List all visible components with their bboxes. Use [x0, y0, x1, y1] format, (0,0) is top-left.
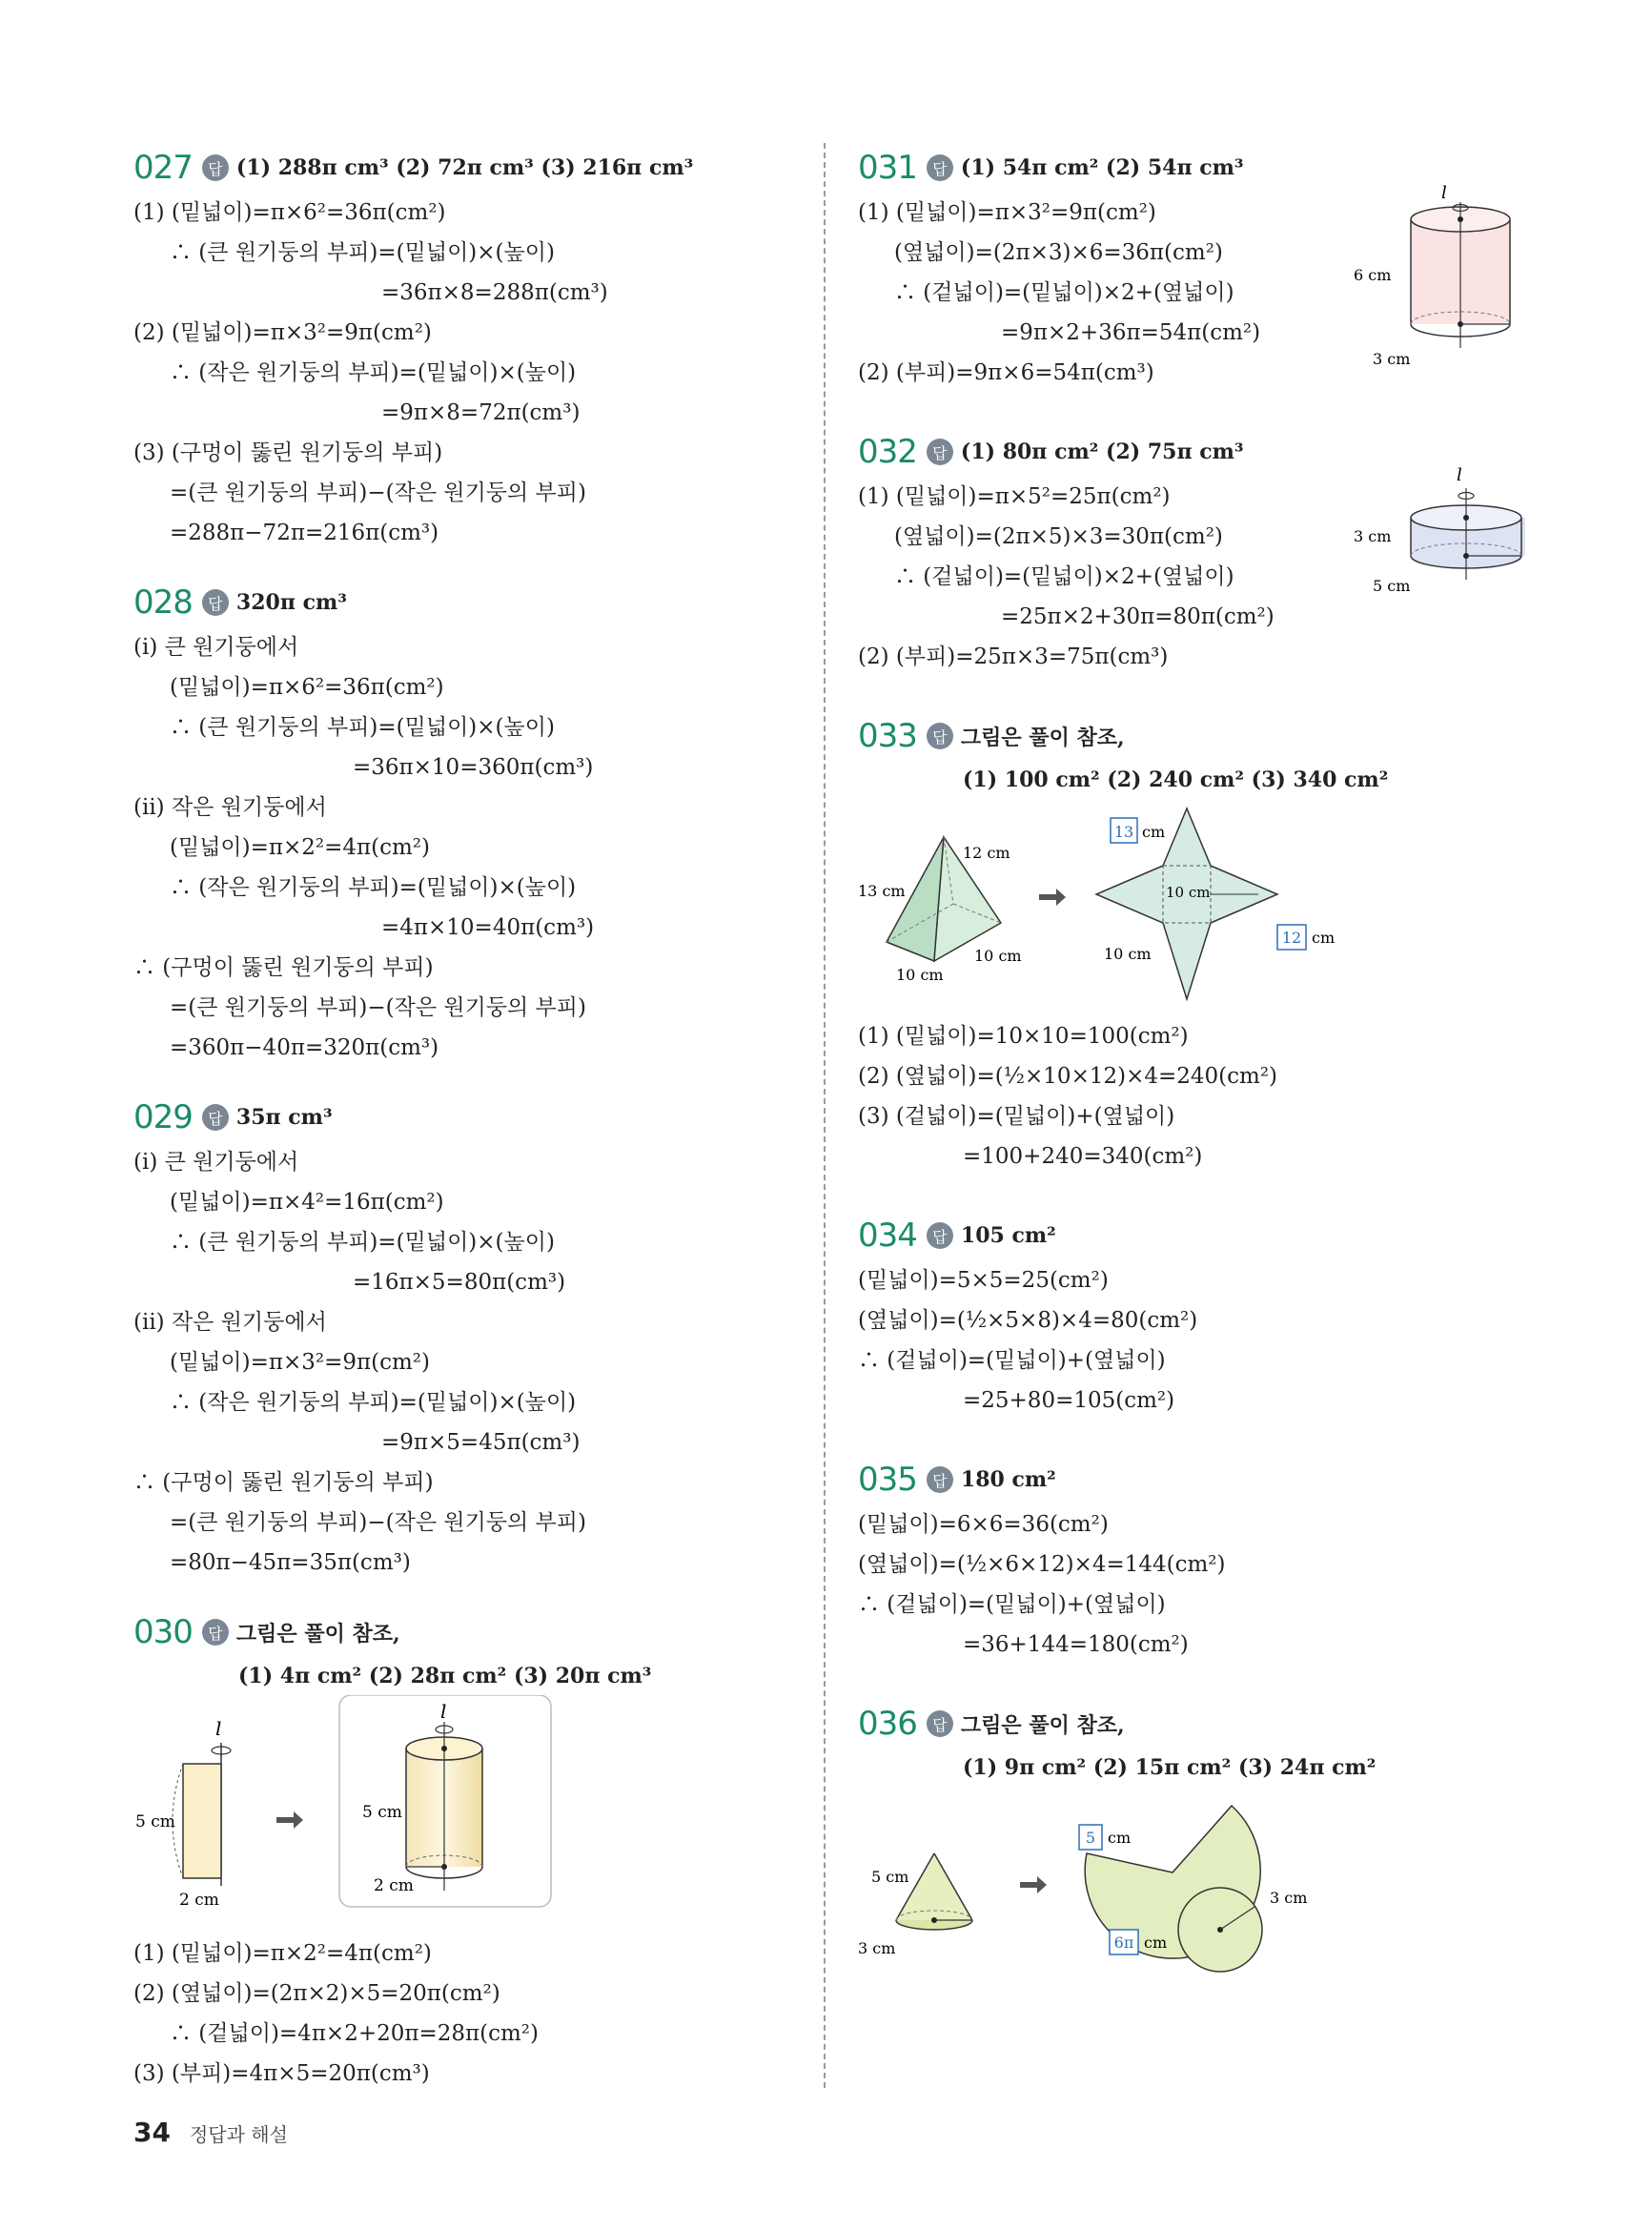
height-label: 12 cm	[963, 844, 1010, 862]
figure-031	[1354, 181, 1525, 372]
radius-label: 3 cm	[1270, 1889, 1308, 1907]
solution-line: =9π×2+36π=54π(cm²)	[1001, 320, 1261, 345]
solution-line: =360π−40π=320π(cm³)	[170, 1035, 439, 1060]
solution-line: (1) (밑넓이)=10×10=100(cm²)	[858, 1024, 1189, 1049]
answer: 320π cm³	[235, 590, 347, 615]
page-number: 34	[133, 2117, 171, 2148]
box-label: 5	[1085, 1829, 1096, 1847]
problem-029	[133, 1093, 801, 1583]
base-label: 10 cm	[1104, 945, 1152, 963]
answer: (1) 288π cm³ (2) 72π cm³ (3) 216π cm³	[235, 155, 694, 180]
solution-line: (밑넓이)=π×2²=4π(cm²)	[170, 835, 430, 860]
solution-line: ∴ (겉넓이)=(밑넓이)+(옆넓이)	[858, 1592, 1166, 1617]
center-dot	[1458, 216, 1463, 222]
problem-033	[858, 711, 1525, 1176]
solution-line: =9π×8=72π(cm³)	[381, 400, 581, 425]
height-label: 5 cm	[362, 1803, 402, 1822]
arrow-right-icon	[1039, 889, 1066, 906]
problem-number: 030	[133, 1613, 193, 1651]
problem-header	[858, 1455, 1525, 1504]
solution-line: =25π×2+30π=80π(cm²)	[1001, 604, 1275, 629]
answer-detail: (1) 100 cm² (2) 240 cm² (3) 340 cm²	[963, 767, 1389, 792]
problem-number: 027	[133, 149, 193, 187]
solution-line: ∴ (작은 원기둥의 부피)=(밑넓이)×(높이)	[170, 875, 577, 900]
solution-line: (1) (밑넓이)=π×6²=36π(cm²)	[133, 200, 446, 225]
solution-line: (밑넓이)=π×6²=36π(cm²)	[170, 675, 444, 700]
solution-line: (2) (부피)=25π×3=75π(cm³)	[858, 644, 1169, 669]
solution-line: (ⅱ) 작은 원기둥에서	[133, 795, 327, 820]
solution-line: (2) (옆넓이)=(2π×2)×5=20π(cm²)	[133, 1981, 500, 2006]
answer: 180 cm²	[960, 1467, 1056, 1492]
problem-032	[858, 427, 1525, 677]
arrow-right-icon	[1020, 1876, 1047, 1893]
figure-036	[858, 1787, 1525, 1977]
figure-032	[1354, 465, 1525, 608]
center-dot	[441, 1746, 447, 1751]
answer-tag-icon: 답	[927, 723, 953, 749]
solution-line: ∴ (큰 원기둥의 부피)=(밑넓이)×(높이)	[170, 240, 555, 265]
problem-number: 031	[858, 149, 917, 187]
answer: 그림은 풀이 참조,	[960, 1712, 1125, 1738]
radius-label: 5 cm	[1373, 577, 1411, 595]
answer-tag-icon: 답	[202, 154, 229, 181]
problem-number: 028	[133, 583, 193, 622]
box-label: 13	[1113, 823, 1134, 841]
answer-tag-icon: 답	[202, 1619, 229, 1646]
solution-line: =288π−72π=216π(cm³)	[170, 521, 439, 545]
rectangle	[183, 1764, 221, 1878]
unit-label: cm	[1108, 1829, 1132, 1847]
solution-line: =36+144=180(cm²)	[963, 1632, 1189, 1657]
problem-header	[858, 711, 1525, 761]
unit-label: cm	[1142, 823, 1166, 841]
solution-line: =25+80=105(cm²)	[963, 1388, 1175, 1413]
answer: (1) 80π cm² (2) 75π cm³	[960, 440, 1244, 464]
problem-031	[858, 143, 1525, 393]
column-divider	[824, 143, 826, 2088]
solution-line: =4π×10=40π(cm³)	[381, 915, 595, 940]
solution-line: (옆넓이)=(½×6×12)×4=144(cm²)	[858, 1552, 1226, 1577]
solution-line: (ⅰ) 큰 원기둥에서	[133, 635, 299, 660]
problem-header	[858, 1699, 1525, 1749]
problem-number: 036	[858, 1705, 917, 1743]
unit-label: cm	[1312, 929, 1336, 947]
solution-line: ∴ (겉넓이)=(밑넓이)×2+(옆넓이)	[894, 564, 1234, 589]
solution-line: (1) (밑넓이)=π×3²=9π(cm²)	[858, 200, 1156, 225]
footer-title: 정답과 해설	[189, 2123, 288, 2146]
solution-line: ∴ (구멍이 뚫린 원기둥의 부피)	[133, 955, 434, 980]
problem-header	[858, 1211, 1525, 1260]
solution-line: =80π−45π=35π(cm³)	[170, 1550, 411, 1575]
problem-034	[858, 1211, 1525, 1421]
solution-line: (밑넓이)=π×3²=9π(cm²)	[170, 1350, 430, 1375]
solution-line: =36π×8=288π(cm³)	[381, 280, 608, 305]
problem-header	[133, 1607, 801, 1657]
solution-line: ∴ (큰 원기둥의 부피)=(밑넓이)×(높이)	[170, 715, 555, 740]
inner-label: 10 cm	[1166, 884, 1211, 901]
answer-tag-icon: 답	[927, 439, 953, 465]
answer-tag-icon: 답	[927, 1466, 953, 1493]
problem-number: 035	[858, 1461, 917, 1499]
axis-label: l	[215, 1717, 222, 1740]
base-label: 10 cm	[974, 947, 1022, 965]
solution-line: =16π×5=80π(cm³)	[353, 1270, 566, 1295]
radius-label: 2 cm	[179, 1891, 219, 1910]
answer: 35π cm³	[235, 1105, 333, 1130]
height-label: 5 cm	[135, 1812, 175, 1831]
answer-tag-icon: 답	[202, 1104, 229, 1131]
answer: 그림은 풀이 참조,	[960, 725, 1125, 750]
solution-line: (옆넓이)=(2π×5)×3=30π(cm²)	[894, 524, 1223, 549]
solution-line: ∴ (큰 원기둥의 부피)=(밑넓이)×(높이)	[170, 1230, 555, 1255]
solution-line: ∴ (겉넓이)=(밑넓이)+(옆넓이)	[858, 1348, 1166, 1373]
problem-number: 033	[858, 717, 917, 755]
answer-detail: (1) 4π cm² (2) 28π cm² (3) 20π cm³	[238, 1664, 652, 1688]
problem-027	[133, 143, 801, 553]
answer-tag-icon: 답	[202, 589, 229, 616]
solution-line: =100+240=340(cm²)	[963, 1144, 1203, 1169]
answer-tag-icon: 답	[927, 154, 953, 181]
solution-line: (2) (밑넓이)=π×3²=9π(cm²)	[133, 320, 432, 345]
problem-number: 032	[858, 433, 917, 471]
solution-line: ∴ (구멍이 뚫린 원기둥의 부피)	[133, 1470, 434, 1495]
arrow-right-icon	[276, 1811, 303, 1829]
solution-line: ∴ (겉넓이)=(밑넓이)×2+(옆넓이)	[894, 280, 1234, 305]
figure-030	[133, 1695, 801, 1924]
problem-036	[858, 1699, 1525, 1977]
radius-label: 3 cm	[858, 1939, 896, 1957]
solution-line: =(큰 원기둥의 부피)−(작은 원기둥의 부피)	[170, 1510, 586, 1535]
solution-line: ∴ (작은 원기둥의 부피)=(밑넓이)×(높이)	[170, 360, 577, 385]
solution-line: (밑넓이)=5×5=25(cm²)	[858, 1268, 1109, 1293]
problem-header	[133, 143, 801, 193]
problem-035	[858, 1455, 1525, 1665]
answer: (1) 54π cm² (2) 54π cm³	[960, 155, 1244, 180]
solution-line: (옆넓이)=(½×5×8)×4=80(cm²)	[858, 1308, 1198, 1333]
problem-header	[133, 578, 801, 627]
solution-line: (3) (부피)=4π×5=20π(cm³)	[133, 2061, 430, 2086]
radius-label: 3 cm	[1373, 350, 1411, 368]
solution-line: =(큰 원기둥의 부피)−(작은 원기둥의 부피)	[170, 481, 586, 505]
solution-line: (ⅰ) 큰 원기둥에서	[133, 1150, 299, 1175]
box-label: 6π	[1113, 1933, 1134, 1952]
height-label: 3 cm	[1354, 527, 1392, 545]
axis-label: l	[440, 1700, 447, 1723]
center-dot	[1463, 515, 1469, 521]
problem-number: 029	[133, 1098, 193, 1136]
answer-tag-icon: 답	[927, 1710, 953, 1737]
answer: 105 cm²	[960, 1223, 1056, 1248]
solution-line: (밑넓이)=6×6=36(cm²)	[858, 1512, 1109, 1537]
cone-body	[896, 1853, 972, 1920]
solution-line: (ⅱ) 작은 원기둥에서	[133, 1310, 327, 1335]
box-label: 12	[1281, 929, 1302, 947]
solution-line: (밑넓이)=π×4²=16π(cm²)	[170, 1190, 444, 1215]
page-footer	[133, 2117, 288, 2148]
solution-line: ∴ (겉넓이)=4π×2+20π=28π(cm²)	[170, 2021, 540, 2046]
axis-label: l	[1457, 465, 1462, 485]
problem-number: 034	[858, 1217, 917, 1255]
solution-line: (옆넓이)=(2π×3)×6=36π(cm²)	[894, 240, 1223, 265]
solution-line: =(큰 원기둥의 부피)−(작은 원기둥의 부피)	[170, 995, 586, 1020]
slant-label: 5 cm	[871, 1868, 909, 1886]
answer: 그림은 풀이 참조,	[235, 1621, 400, 1647]
figure-033	[858, 799, 1525, 1009]
solution-line: ∴ (작은 원기둥의 부피)=(밑넓이)×(높이)	[170, 1390, 577, 1415]
answer-detail: (1) 9π cm² (2) 15π cm² (3) 24π cm²	[963, 1755, 1377, 1780]
base-label: 10 cm	[896, 966, 944, 984]
radius-label: 2 cm	[374, 1876, 414, 1895]
solution-line: =9π×5=45π(cm³)	[381, 1430, 581, 1455]
solution-line: (1) (밑넓이)=π×2²=4π(cm²)	[133, 1941, 432, 1966]
solution-line: (2) (부피)=9π×6=54π(cm³)	[858, 360, 1154, 385]
solution-line: (2) (옆넓이)=(½×10×12)×4=240(cm²)	[858, 1064, 1278, 1089]
problem-030	[133, 1607, 801, 2094]
problem-header	[133, 1093, 801, 1142]
problem-028	[133, 578, 801, 1068]
slant-label: 13 cm	[858, 882, 906, 900]
axis-label: l	[1441, 183, 1447, 203]
solution-line: (3) (구멍이 뚫린 원기둥의 부피)	[133, 440, 443, 465]
right-column	[858, 143, 1525, 1977]
left-column	[133, 143, 801, 2094]
solution-line: (3) (겉넓이)=(밑넓이)+(옆넓이)	[858, 1104, 1175, 1129]
solution-line: =36π×10=360π(cm³)	[353, 755, 594, 780]
height-label: 6 cm	[1354, 266, 1392, 284]
unit-label: cm	[1144, 1933, 1168, 1952]
answer-tag-icon: 답	[927, 1222, 953, 1249]
solution-line: (1) (밑넓이)=π×5²=25π(cm²)	[858, 484, 1171, 509]
